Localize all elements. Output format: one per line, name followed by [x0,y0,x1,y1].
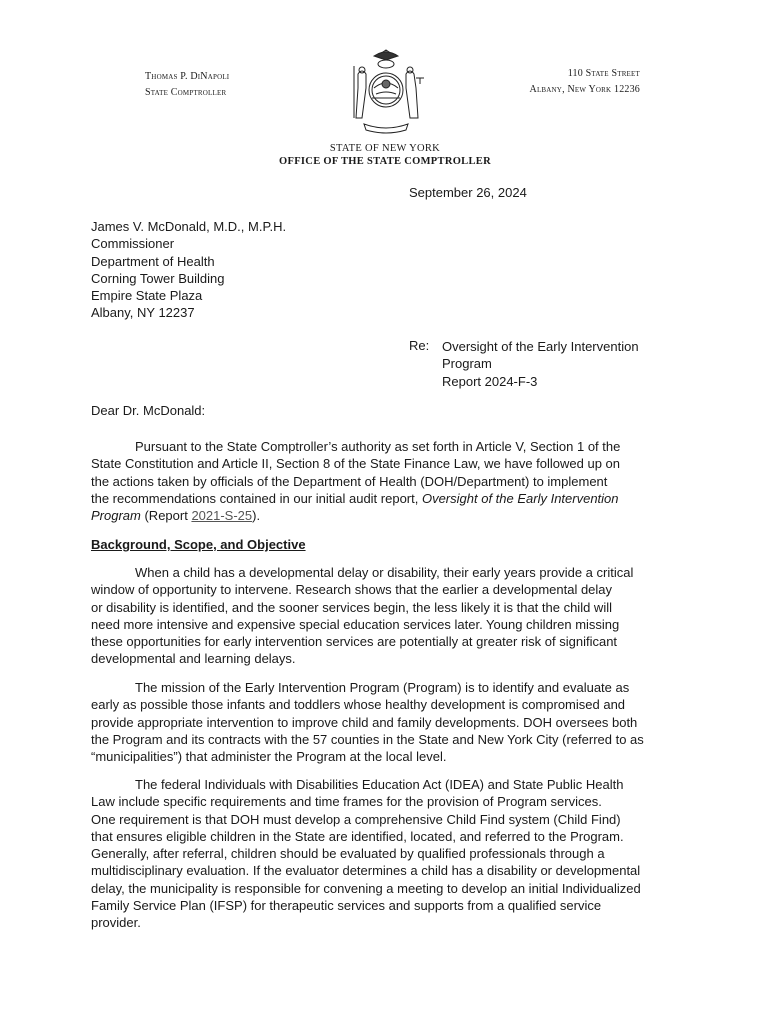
intro-text: (Report [140,508,192,524]
comptroller-title: State Comptroller [145,87,227,98]
paragraph-line: Law include specific requirements and time frames for the provision of Program services. [91,794,602,810]
paragraph-line: the Program and its contracts with the 57 counties in the State and New York City (referred to as [91,731,644,747]
new-york-state-seal-icon [340,48,432,136]
paragraph-line: provider. [91,915,141,931]
intro-paragraph [91,438,685,524]
body-paragraph [91,679,685,765]
paragraph-line: need more intensive and expensive special education services later. Young children missing [91,616,620,632]
salutation: Dear Dr. McDonald: [91,403,206,418]
comptroller-name: Thomas P. DiNapoli [145,71,230,82]
paragraph-line: One requirement is that DOH must develop a comprehensive Child Find system (Child Find) [91,811,621,827]
re-line: Oversight of the Early Intervention [442,339,639,354]
paragraph-line: these opportunities for early intervention services are potentially at greater risk of significant [91,634,618,650]
re-subject [442,338,639,390]
paragraph-line: or disability is identified, and the sooner services begin, the less likely it is that the child will [91,599,612,615]
report-title: Oversight of the Early Intervention [421,490,619,506]
paragraph-line: early as possible those infants and toddlers whose healthy development is compromised and [91,697,626,713]
recipient-line: Albany, NY 12237 [91,305,195,321]
office-city: Albany, New York 12236 [529,84,640,95]
paragraph-line: multidisciplinary evaluation. If the evaluator determines a child has a disability or developmental [91,863,641,879]
report-title-cont: Program [91,508,141,524]
state-line: STATE OF NEW YORK [329,143,441,154]
office-line: OFFICE OF THE STATE COMPTROLLER [279,156,491,167]
recipient-line: Empire State Plaza [91,288,203,304]
letter-date: September 26, 2024 [409,185,527,200]
comptroller-block [145,69,229,101]
paragraph-line [91,490,685,507]
paragraph-line: Pursuant to the State Comptroller’s authority as set forth in Article V, Section 1 of the [135,439,621,454]
intro-text: the recommendations contained in our initial audit report, [91,490,422,506]
intro-text: ). [252,508,261,524]
recipient-address [91,218,286,322]
paragraph-line: provide appropriate intervention to improve child and family developments. DOH oversees both [91,714,638,730]
re-line: Report 2024-F-3 [442,373,538,389]
paragraph-line: window of opportunity to intervene. Research shows that the earlier a developmental delay [91,582,613,598]
paragraph-line: Family Service Plan (IFSP) for therapeutic services and supports from a qualified service [91,898,602,914]
paragraph-line: delay, the municipality is responsible for convening a meeting to develop an initial Individualized [91,880,641,896]
paragraph-line: The federal Individuals with Disabilities Education Act (IDEA) and State Public Health [135,777,624,792]
office-street: 110 State Street [567,68,640,79]
paragraph-line: that ensures eligible children in the State are identified, located, and referred to the Program. [91,828,624,844]
re-label: Re: [409,338,430,353]
paragraph-line: When a child has a developmental delay or disability, their early years provide a critical [135,565,634,580]
office-address-block [500,66,640,98]
paragraph-line: State Constitution and Article II, Section 8 of the State Finance Law, we have followed up on [91,456,620,472]
recipient-line: Corning Tower Building [91,270,225,286]
body-paragraph [91,564,685,668]
re-line: Program [442,356,492,372]
recipient-line: James V. McDonald, M.D., M.P.H. [91,219,287,234]
recipient-line: Commissioner [91,236,175,252]
recipient-line: Department of Health [91,253,215,269]
paragraph-line: “municipalities”) that administer the Program at the local level. [91,749,447,765]
paragraph-line: The mission of the Early Intervention Program (Program) is to identify and evaluate as [135,680,630,695]
paragraph-line: the actions taken by officials of the Department of Health (DOH/Department) to implement [91,473,608,489]
paragraph-line: developmental and learning delays. [91,651,296,667]
report-link[interactable]: 2021-S-25 [191,508,253,524]
paragraph-line [91,507,685,524]
body-paragraph [91,776,685,932]
paragraph-line: Generally, after referral, children should be evaluated by qualified professionals through a [91,846,605,862]
section-heading: Background, Scope, and Objective [91,537,306,552]
